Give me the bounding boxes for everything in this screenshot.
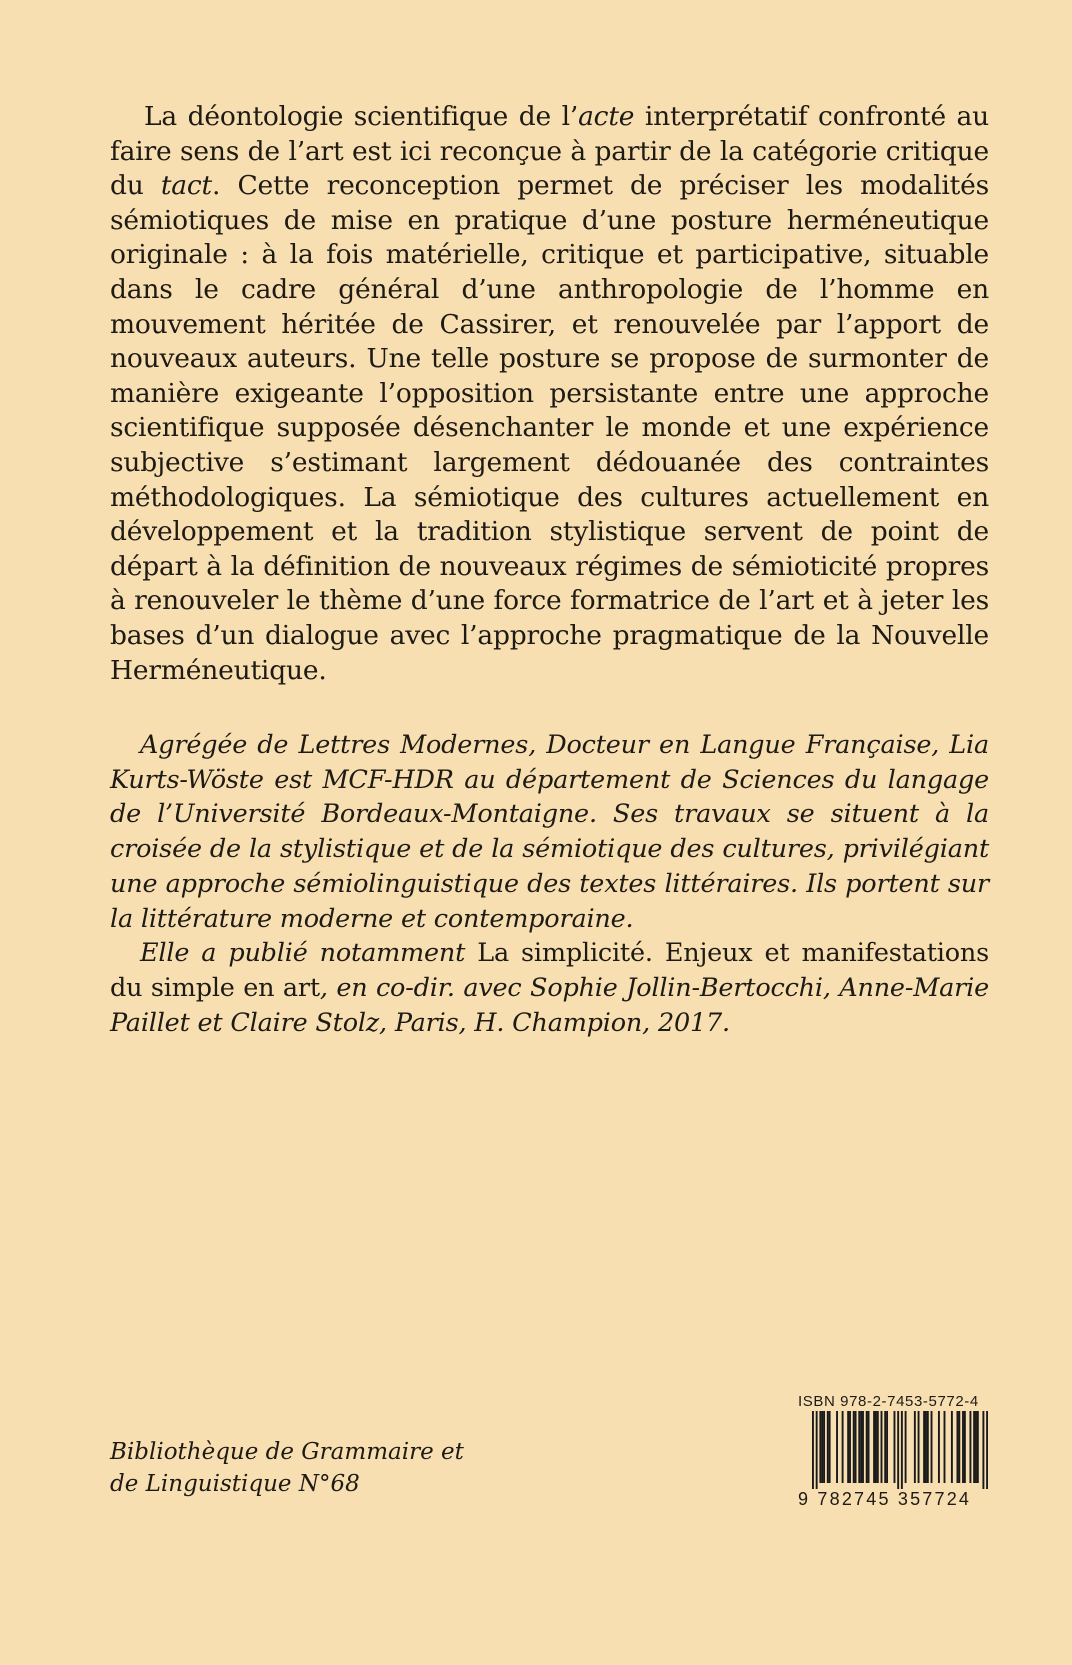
barcode-bar — [821, 1411, 823, 1483]
barcode-bar — [860, 1411, 862, 1483]
barcode-bar — [875, 1411, 877, 1483]
barcode-bar — [931, 1411, 933, 1483]
bio-p2-book-title: La simplicité. Enjeux et manifestations du simple en art — [110, 938, 989, 1003]
ean-digits: 9 782745 357724 — [798, 1489, 972, 1509]
barcode-bar — [951, 1411, 953, 1483]
abstract-seg-0: La déontologie scientifique de l’ — [144, 101, 579, 132]
barcode-bar — [964, 1411, 966, 1483]
barcode-bar — [901, 1411, 903, 1489]
barcode-bar — [969, 1411, 971, 1483]
barcode-bar — [853, 1411, 855, 1483]
barcode-bar — [829, 1411, 831, 1483]
barcode-bar — [866, 1411, 868, 1483]
barcode-bar — [881, 1411, 883, 1483]
barcode-bar — [877, 1411, 879, 1483]
barcode-bar — [982, 1411, 984, 1489]
barcode-bar — [975, 1411, 977, 1483]
barcode-bar — [862, 1411, 864, 1483]
bio-p2-seg-2: , en co-dir. avec Sophie Jollin-Bertocchi, Anne-Marie Paillet et Claire Stolz, Paris, H. Champion, 2017. — [110, 972, 989, 1038]
abstract-seg-2: interprétatif confronté au faire sens de l’art est ici reconçue à partir de la catégorie critique du — [110, 101, 989, 202]
barcode-bar — [842, 1411, 844, 1483]
barcode-bar — [973, 1411, 975, 1483]
barcode-bar — [894, 1411, 896, 1483]
abstract-paragraph — [110, 100, 989, 688]
barcode-bar — [884, 1411, 886, 1483]
barcode-bar — [925, 1411, 927, 1483]
abstract-seg-4: . Cette reconception permet de préciser les modalités sémiotiques de mise en pratique d’une posture herméneutique originale : à la fois matérielle, critique et participative, situable dans le cadre général d’une anthropologie de l’homme en mouvement héritée de Cassirer, et renouvelée par l’apport de nouveaux auteurs. Une telle posture se propose de surmonter de manière exigeante l’opposition persistante entre une approche scientifique supposée désenchanter le monde et une expérience subjective s’estimant largement dédouanée des contraintes méthodologiques. La sémiotique des cultures actuellement en développement et la tradition stylistique servent de point de départ à la définition de nouveaux régimes de sémioticité propres à renouveler le thème d’une force formatrice de l’art et à jeter les bases d’un dialogue avec l’approche pragmatique de la Nouvelle Herméneutique. — [110, 170, 990, 686]
barcode-bar — [923, 1411, 925, 1483]
barcode-bar — [868, 1411, 870, 1483]
barcode-bar — [918, 1411, 920, 1483]
barcode-bar — [812, 1411, 814, 1489]
barcode-bar — [957, 1411, 959, 1483]
barcode-bar — [819, 1411, 821, 1483]
barcode-bar — [938, 1411, 940, 1483]
barcode-bar — [836, 1411, 838, 1483]
barcode-bar — [977, 1411, 979, 1483]
barcode-bar — [927, 1411, 929, 1483]
series-line-2: de Linguistique N°68 — [110, 1471, 360, 1497]
series-label — [110, 1436, 464, 1500]
isbn-barcode — [798, 1393, 994, 1508]
barcode-bar — [858, 1411, 860, 1483]
barcode-bar — [873, 1411, 875, 1483]
barcode-bar — [944, 1411, 946, 1483]
barcode-bar — [914, 1411, 916, 1483]
abstract-seg-1-italic: acte — [578, 101, 635, 132]
abstract-seg-3-italic: tact — [160, 170, 212, 202]
author-bio — [110, 728, 989, 1040]
bio-paragraph-1: Agrégée de Lettres Modernes, Docteur en Langue Française, Lia Kurts-Wöste est MCF-HDR au département de Sciences du langage de l’Université Bordeaux-Montaigne. Ses travaux se situent à la croisée de la stylistique et de la sémiotique des cultures, privilégiant une approche sémiolinguistique des textes littéraires. Ils portent sur la littérature moderne et contemporaine. — [110, 730, 989, 934]
barcode-bar — [958, 1411, 960, 1483]
barcode-bar — [905, 1411, 907, 1483]
barcode-bar — [827, 1411, 829, 1483]
barcode-bar — [855, 1411, 857, 1483]
series-line-1: Bibliothèque de Grammaire et — [110, 1439, 464, 1465]
isbn-label: ISBN 978-2-7453-5772-4 — [798, 1393, 979, 1410]
barcode-bar — [849, 1411, 851, 1483]
barcode-bar — [986, 1411, 988, 1489]
bio-paragraph-2 — [110, 936, 989, 1040]
barcode-bar — [897, 1411, 899, 1489]
barcode-bar — [816, 1411, 818, 1489]
barcode-bar — [847, 1411, 849, 1483]
barcode-bar — [962, 1411, 964, 1483]
barcode-bar — [886, 1411, 888, 1483]
barcode-bar — [823, 1411, 825, 1483]
barcode-bars — [812, 1411, 988, 1489]
abstract-text — [110, 100, 989, 688]
bio-p2-seg-0: Elle a publié notamment — [140, 938, 478, 969]
